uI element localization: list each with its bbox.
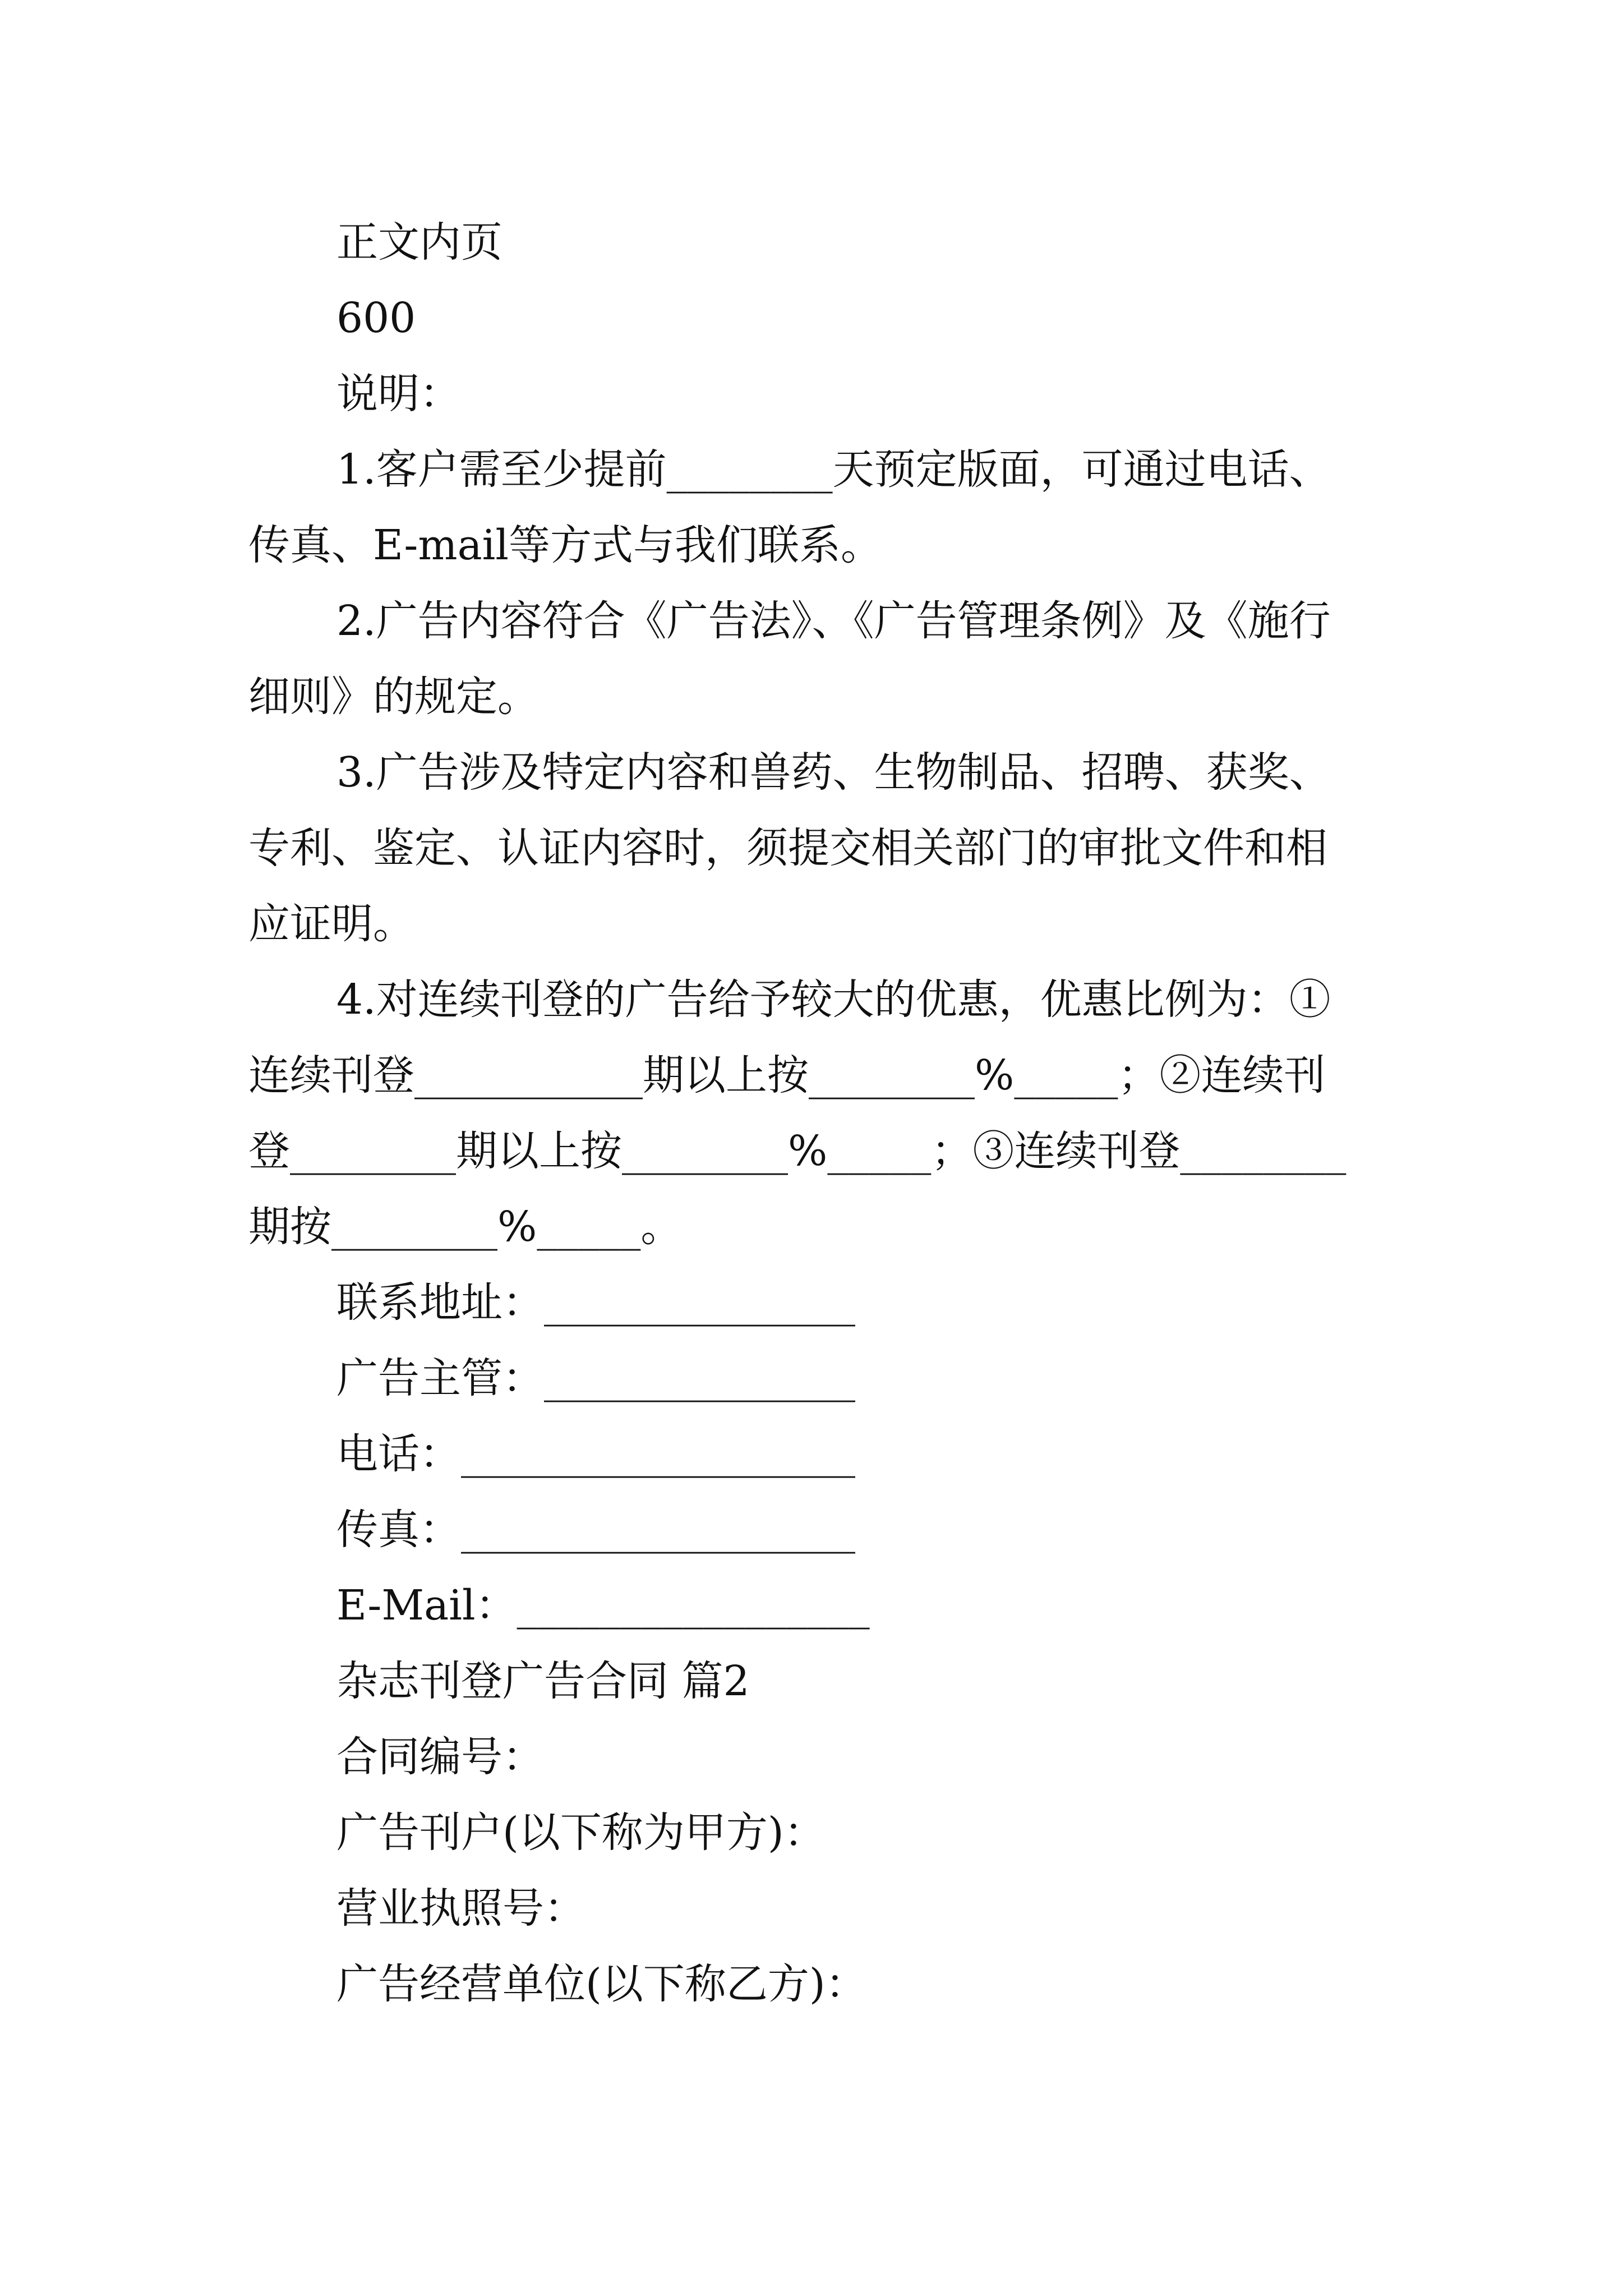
notes-heading: 说明： (336, 370, 461, 418)
note-2-line-1: 2.广告内容符合《广告法》、《广告管理条例》及《施行 (336, 597, 1331, 645)
note-3-line-3: 应证明。 (248, 900, 414, 948)
note-3-line-1: 3.广告涉及特定内容和兽药、生物制品、招聘、获奖、 (336, 748, 1331, 797)
note-2-line-2: 细则》的规定。 (248, 673, 539, 721)
price-row-value: 600 (336, 294, 416, 342)
business-license-label: 营业执照号： (336, 1884, 585, 1932)
party-a-label: 广告刊户(以下称为甲方)： (336, 1809, 826, 1857)
contact-address-field: 联系地址：_______________ (336, 1278, 855, 1327)
email-field: E-Mail：_________________ (336, 1581, 870, 1630)
note-4-line-4: 期按________%_____。 (248, 1203, 683, 1251)
note-4-line-1: 4.对连续刊登的广告给予较大的优惠，优惠比例为：① (336, 976, 1331, 1024)
price-row-label: 正文内页 (336, 218, 502, 266)
note-3-line-2: 专利、鉴定、认证内容时，须提交相关部门的审批文件和相 (248, 824, 1327, 872)
section-title: 杂志刊登广告合同 篇2 (336, 1657, 750, 1705)
note-1-line-2: 传真、E-mail等方式与我们联系。 (248, 521, 883, 569)
party-b-label: 广告经营单位(以下称乙方)： (336, 1960, 867, 2008)
ad-manager-field: 广告主管：_______________ (336, 1354, 855, 1402)
note-1-line-1: 1.客户需至少提前________天预定版面，可通过电话、 (336, 445, 1331, 494)
phone-field: 电话：___________________ (336, 1430, 855, 1478)
fax-field: 传真：___________________ (336, 1506, 855, 1554)
note-4-line-2: 连续刊登___________期以上按________%_____；②连续刊 (248, 1051, 1326, 1099)
note-4-line-3: 登________期以上按________%_____；③连续刊登________ (248, 1127, 1347, 1175)
contract-number-label: 合同编号： (336, 1733, 544, 1781)
